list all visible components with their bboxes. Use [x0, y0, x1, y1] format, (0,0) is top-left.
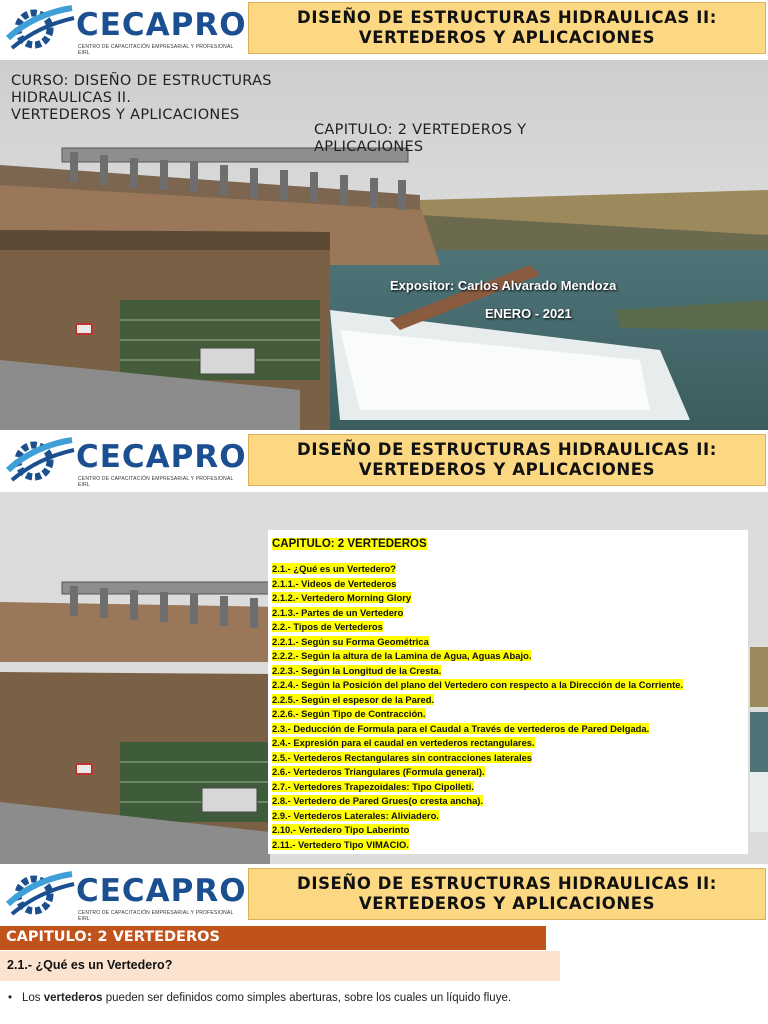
chapter-line-1: CAPITULO: 2 VERTEDEROS Y [314, 122, 527, 138]
toc-item [272, 620, 744, 635]
header-title-line1: DISEÑO DE ESTRUCTURAS HIDRAULICAS II: [297, 8, 717, 27]
toc-item [272, 765, 744, 780]
course-line-2: HIDRAULICAS II. [11, 90, 132, 106]
brand-tagline: CENTRO DE CAPACITACIÓN EMPRESARIAL Y PROFESIONAL EIRL [78, 476, 234, 488]
toc-item [272, 838, 744, 853]
header-title [248, 2, 766, 54]
toc-item-text: 2.4.- Expresión para el caudal en vertederos rectangulares. [272, 737, 535, 748]
toc-title: CAPITULO: 2 VERTEDEROS [272, 538, 427, 550]
course-title [11, 73, 272, 124]
toc-item-text: 2.1.3.- Partes de un Vertedero [272, 606, 404, 618]
toc-item [272, 780, 744, 795]
toc-item-text: 2.11.- Vertedero Tipo VIMACIO. [272, 838, 409, 850]
para-text-pre: Los [22, 992, 44, 1004]
toc-item-text: 2.2.4.- Según la Posición del plano del Vertedero con respecto a la Dirección de la Corriente. [272, 679, 684, 690]
para-text-post: pueden ser definidos como simples aberturas, sobre los cuales un líquido fluye. [102, 992, 512, 1004]
toc-item [272, 736, 744, 751]
toc-item [272, 823, 744, 838]
toc-item [272, 664, 744, 679]
header-title-line2: VERTEDEROS Y APLICACIONES [358, 894, 656, 913]
toc-list [272, 562, 744, 852]
toc-item [272, 606, 744, 621]
toc-item-text: 2.1.1.- Videos de Vertederos [272, 577, 397, 589]
section-banner [0, 951, 560, 981]
definition-paragraph [8, 990, 558, 1006]
toc-item [272, 649, 744, 664]
toc-item [272, 678, 744, 693]
toc-item-text: 2.2.1.- Según su Forma Geométrica [272, 635, 429, 647]
brand-tagline: CENTRO DE CAPACITACIÓN EMPRESARIAL Y PROFESIONAL EIRL [78, 910, 234, 922]
slide-header [0, 432, 768, 492]
toc-item [272, 562, 744, 577]
header-title [248, 434, 766, 486]
header-title-line2: VERTEDEROS Y APLICACIONES [358, 460, 656, 479]
toc-item-text: 2.1.2.- Vertedero Morning Glory [272, 592, 412, 603]
gear-logo-icon [4, 4, 76, 54]
toc-item-text: 2.9.- Vertederos Laterales: Aliviadero. [272, 809, 439, 821]
section-banner-text: 2.1.- ¿Qué es un Vertedero? [7, 958, 173, 972]
toc-item [272, 794, 744, 809]
chapter-title [314, 122, 526, 156]
brand-name: CECAPRO [76, 873, 247, 909]
toc-item [272, 635, 744, 650]
slide-header [0, 0, 768, 60]
toc-item-text: 2.8.- Vertedero de Pared Grues(o cresta ancha). [272, 795, 484, 806]
toc-item [272, 751, 744, 766]
header-title-line2: VERTEDEROS Y APLICACIONES [358, 28, 656, 47]
toc-item [272, 693, 744, 708]
logo [0, 0, 246, 60]
brand-name: CECAPRO [76, 439, 247, 475]
toc-item-text: 2.2.- Tipos de Vertederos [272, 621, 383, 632]
chapter-banner [0, 926, 546, 950]
brand-tagline: CENTRO DE CAPACITACIÓN EMPRESARIAL Y PROFESIONAL EIRL [78, 44, 234, 56]
brand-name: CECAPRO [76, 7, 247, 43]
date: ENERO - 2021 [485, 306, 572, 321]
gear-logo-icon [4, 436, 76, 486]
logo [0, 866, 246, 926]
toc-item-text: 2.2.2.- Según la altura de la Lamina de Agua, Aguas Abajo. [272, 650, 532, 661]
course-line-1: CURSO: DISEÑO DE ESTRUCTURAS [11, 73, 272, 89]
table-of-contents [268, 530, 748, 854]
para-text-bold: vertederos [43, 992, 103, 1004]
toc-item-text: 2.3.- Deducción de Formula para el Caudal a Través de vertederos de Pared Delgada. [272, 722, 650, 734]
toc-item [272, 591, 744, 606]
toc-item [272, 707, 744, 722]
toc-item [272, 577, 744, 592]
presenter: Expositor: Carlos Alvarado Mendoza [390, 278, 617, 293]
chapter-banner-text: CAPITULO: 2 VERTEDEROS [6, 929, 220, 945]
toc-item-text: 2.2.5.- Según el espesor de la Pared. [272, 693, 435, 705]
header-title-line1: DISEÑO DE ESTRUCTURAS HIDRAULICAS II: [297, 874, 717, 893]
chapter-line-2: APLICACIONES [314, 139, 424, 155]
course-line-3: VERTEDEROS Y APLICACIONES [11, 107, 240, 123]
gear-logo-icon [4, 870, 76, 920]
toc-item [272, 809, 744, 824]
toc-item-text: 2.10.- Vertedero Tipo Laberinto [272, 824, 410, 835]
dam-photo [0, 0, 768, 430]
header-title [248, 868, 766, 920]
slide-header [0, 866, 768, 926]
toc-item-text: 2.7.- Vertedores Trapezoidales: Tipo Cipolleti. [272, 780, 474, 792]
toc-item-text: 2.2.6.- Según Tipo de Contracción. [272, 708, 426, 719]
slide-1 [0, 0, 768, 430]
toc-item [272, 722, 744, 737]
logo [0, 432, 246, 492]
toc-item-text: 2.6.- Vertederos Triangulares (Formula general). [272, 766, 485, 777]
toc-item-text: 2.5.- Vertederos Rectangulares sin contracciones laterales [272, 751, 533, 763]
toc-item-text: 2.2.3.- Según la Longitud de la Cresta. [272, 664, 442, 676]
bullet-icon: • [8, 992, 13, 1004]
header-title-line1: DISEÑO DE ESTRUCTURAS HIDRAULICAS II: [297, 440, 717, 459]
toc-item-text: 2.1.- ¿Qué es un Vertedero? [272, 563, 396, 574]
